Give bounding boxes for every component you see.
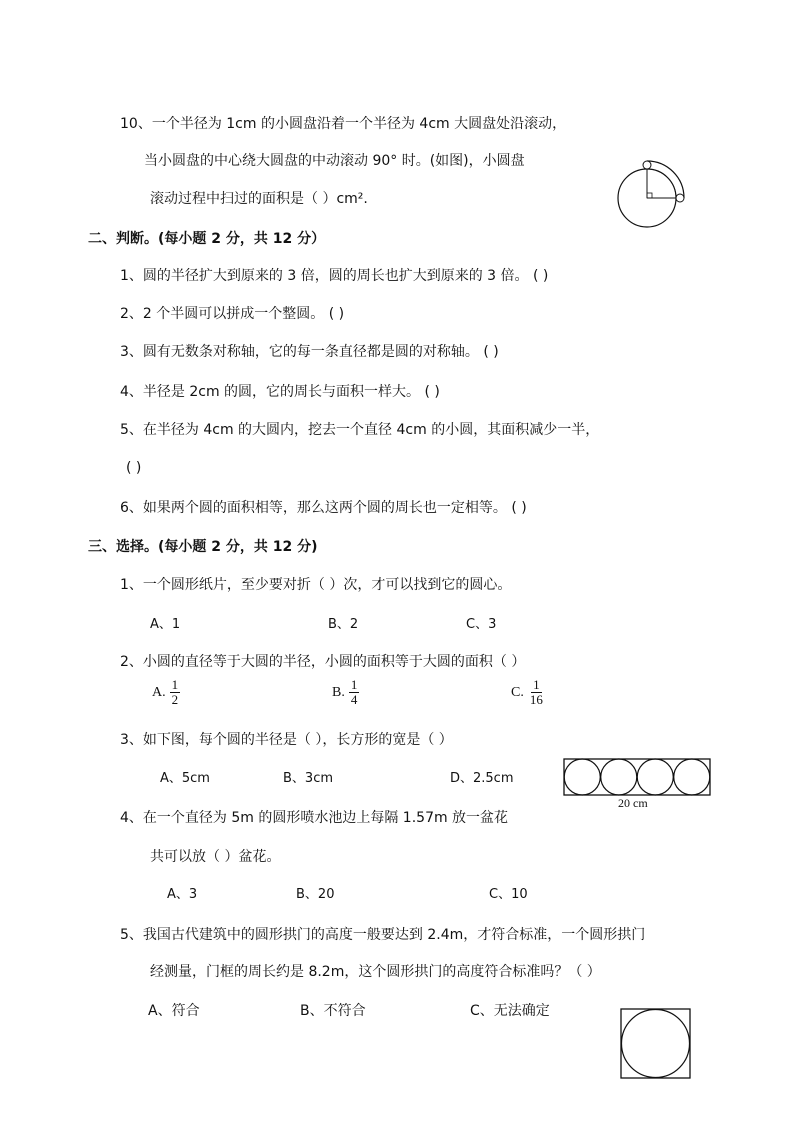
- fraction: [528, 678, 545, 707]
- choice-q2-text: 2、小圆的直径等于大圆的半径，小圆的面积等于大圆的面积（ ）: [120, 654, 526, 670]
- numerator: 1: [533, 677, 540, 692]
- choice-q5-option-b: B、不符合: [300, 1003, 366, 1019]
- option-label: A.: [152, 684, 166, 700]
- square-with-circle-figure: [620, 1008, 692, 1080]
- numerator: 1: [171, 677, 179, 692]
- q10-line-1: 10、一个半径为 1cm 的小圆盘沿着一个半径为 4cm 大圆盘处沿滚动，: [120, 116, 567, 132]
- choice-q1-option-b: B、2: [328, 617, 359, 632]
- choice-q4-option-a: A、3: [167, 887, 198, 902]
- choice-q3-option-a: A、5cm: [160, 771, 210, 786]
- choice-q5-line-2: 经测量，门框的周长约是 8.2m，这个圆形拱门的高度符合标准吗？（ ）: [150, 964, 601, 980]
- section-3-heading: 三、选择。(每小题 2 分，共 12 分): [88, 539, 318, 555]
- denominator: 2: [171, 692, 179, 707]
- four-circles-drawing: [563, 757, 713, 797]
- judge-item-2: 2、2 个半圆可以拼成一个整圆。 ( ): [120, 306, 345, 322]
- choice-q4-option-b: B、20: [296, 887, 335, 902]
- choice-q1-text: 1、一个圆形纸片，至少要对折（ ）次，才可以找到它的圆心。: [120, 577, 512, 593]
- choice-q3-option-b: B、3cm: [283, 771, 334, 786]
- choice-q1-option-c: C、3: [466, 617, 497, 632]
- option-label: B.: [332, 684, 345, 700]
- choice-q3-text: 3、如下图，每个圆的半径是（ ），长方形的宽是（ ）: [120, 732, 453, 748]
- choice-q4-option-c: C、10: [489, 887, 528, 902]
- choice-q2-option-b: [332, 678, 359, 707]
- choice-q2-option-a: [152, 678, 180, 707]
- numerator: 1: [350, 677, 358, 692]
- fraction: [170, 678, 181, 707]
- option-label: C.: [511, 684, 524, 700]
- choice-q4-line-1: 4、在一个直径为 5m 的圆形喷水池边上每隔 1.57m 放一盆花: [120, 810, 509, 826]
- choice-q5-option-c: C、无法确定: [470, 1003, 550, 1019]
- q10-line-2: 当小圆盘的中心绕大圆盘的中动滚动 90° 时。(如图)，小圆盘: [144, 153, 525, 169]
- figure-caption: 20 cm: [618, 796, 648, 810]
- judge-item-5: 5、在半径为 4cm 的大圆内，挖去一个直径 4cm 的小圆，其面积减少一半，: [120, 422, 600, 438]
- choice-q5-option-a: A、符合: [148, 1003, 200, 1019]
- judge-item-6: 6、如果两个圆的面积相等，那么这两个圆的周长也一定相等。 ( ): [120, 500, 527, 516]
- judge-item-1: 1、圆的半径扩大到原来的 3 倍，圆的周长也扩大到原来的 3 倍。 ( ): [120, 268, 549, 284]
- q10-line-3: 滚动过程中扫过的面积是（ ）cm².: [150, 191, 368, 207]
- section-2-heading: 二、判断。(每小题 2 分，共 12 分）: [88, 231, 326, 247]
- judge-item-3: 3、圆有无数条对称轴，它的每一条直径都是圆的对称轴。 ( ): [120, 344, 499, 360]
- choice-q3-option-d: D、2.5cm: [450, 771, 514, 786]
- fraction: [349, 678, 360, 707]
- four-circles-rectangle-figure: [563, 757, 713, 813]
- choice-q1-option-a: A、1: [150, 617, 181, 632]
- choice-q5-line-1: 5、我国古代建筑中的圆形拱门的高度一般要达到 2.4m，才符合标准，一个圆形拱门: [120, 927, 646, 943]
- denominator: 4: [350, 692, 358, 707]
- denominator: 16: [529, 692, 543, 707]
- choice-q2-option-c: [511, 678, 545, 707]
- choice-q4-line-2: 共可以放（ ）盆花。: [150, 849, 281, 865]
- judge-item-4: 4、半径是 2cm 的圆，它的周长与面积一样大。 ( ): [120, 384, 440, 400]
- judge-item-5-blank: ( ): [126, 460, 142, 476]
- rolling-disc-figure: [612, 156, 692, 238]
